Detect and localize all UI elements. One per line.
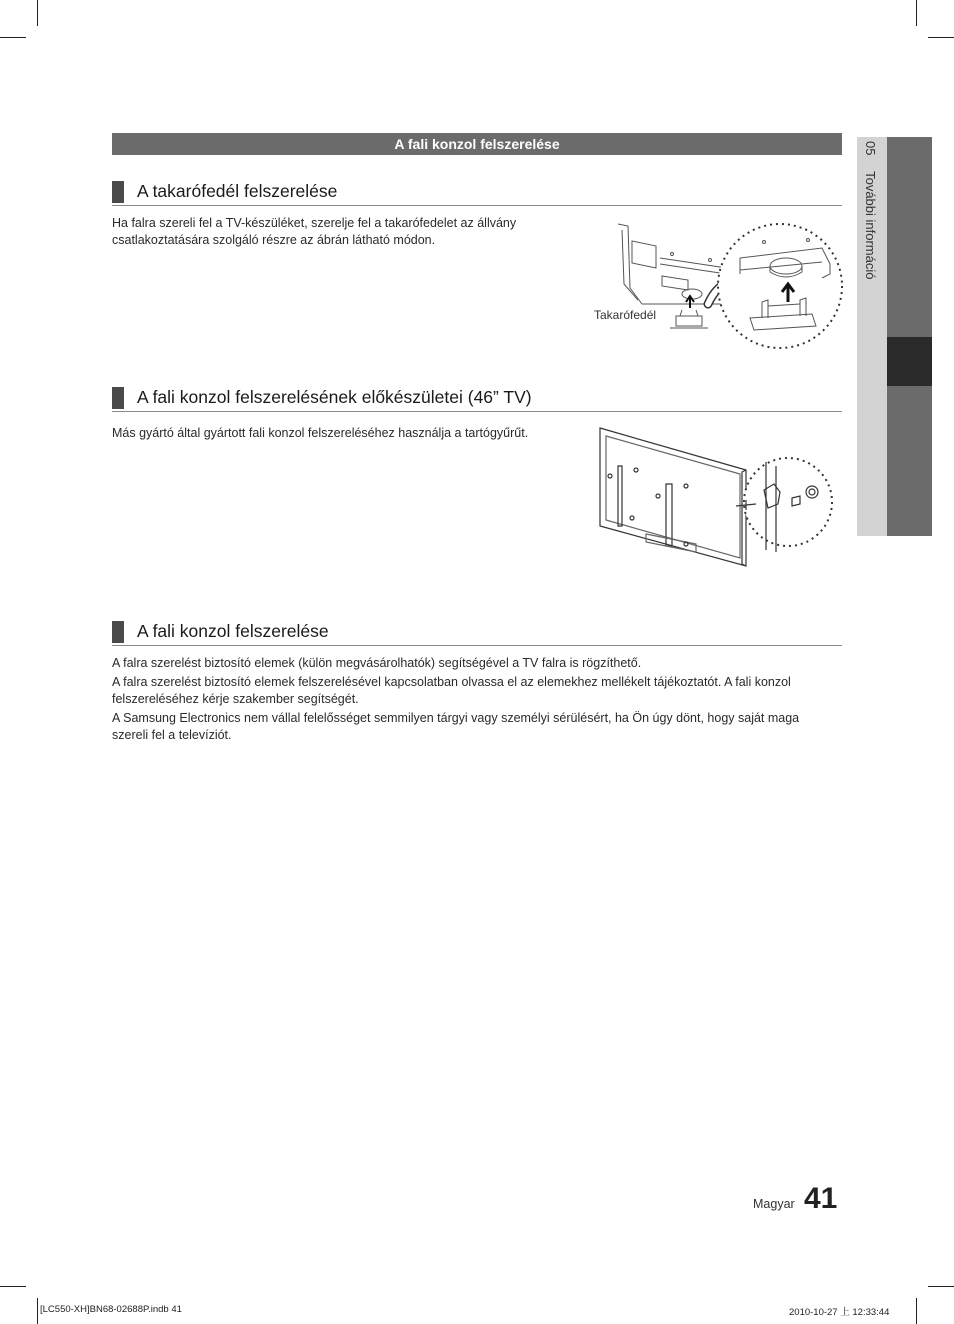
crop-mark (916, 1298, 917, 1324)
tv-rear-illustration (596, 426, 836, 572)
paragraph: Ha falra szereli fel a TV-készüléket, szerelje fel a takarófedelet az állvány csatlakoztatására szolgáló részre az ábrán látható módon. (112, 216, 517, 247)
page-number: 41 (804, 1182, 838, 1215)
sidebar-chapter-label (863, 141, 878, 279)
cover-callout-label: Takarófedél (594, 308, 657, 322)
crop-mark (0, 1286, 26, 1287)
heading-bar (112, 181, 124, 203)
paragraph: A falra szerelést biztosító elemek (külön megvásárolhatók) segítségével a TV falra is rögzíthető. (112, 656, 642, 670)
footer-language: Magyar (753, 1197, 795, 1211)
crop-mark (928, 37, 954, 38)
print-slug-file: [LC550-XH]BN68-02688P.indb 41 (40, 1304, 182, 1315)
paragraph: A falra szerelést biztosító elemek felszerelésével kapcsolatban olvassa el az elemekhez mellékelt tájékoztatót. A fali konzol felszereléséhez kérje szakember segítségét. (112, 675, 791, 706)
section-heading (112, 385, 842, 412)
section-body (112, 215, 542, 249)
section-heading (112, 179, 842, 206)
chapter-number: 05 (863, 141, 878, 156)
section-body (112, 655, 832, 744)
paragraph: A Samsung Electronics nem vállal felelősséget semmilyen tárgyi vagy személyi sérülésért, ha Ön úgy dönt, hogy saját maga szereli fel a televíziót. (112, 711, 800, 742)
section-title: A takarófedél felszerelése (137, 181, 338, 201)
section-body (112, 425, 582, 442)
section-heading (112, 619, 842, 646)
section-title: A fali konzol felszerelésének előkészületei (46” TV) (137, 387, 532, 407)
heading-bar (112, 621, 124, 643)
paragraph: Más gyártó által gyártott fali konzol felszereléséhez használja a tartógyűrűt. (112, 426, 529, 440)
crop-mark (928, 1286, 954, 1287)
page-banner: A fali konzol felszerelése (112, 133, 842, 155)
sidebar-chapter-marker (887, 337, 932, 386)
cover-illustration (590, 218, 850, 358)
print-slug-datetime: 2010-10-27 上 12:33:44 (789, 1307, 890, 1318)
crop-mark (37, 0, 38, 26)
crop-mark (916, 0, 917, 26)
chapter-title: További információ (863, 171, 878, 280)
heading-bar (112, 387, 124, 409)
section-title: A fali konzol felszerelése (137, 621, 329, 641)
crop-mark (37, 1298, 38, 1324)
crop-mark (0, 37, 26, 38)
